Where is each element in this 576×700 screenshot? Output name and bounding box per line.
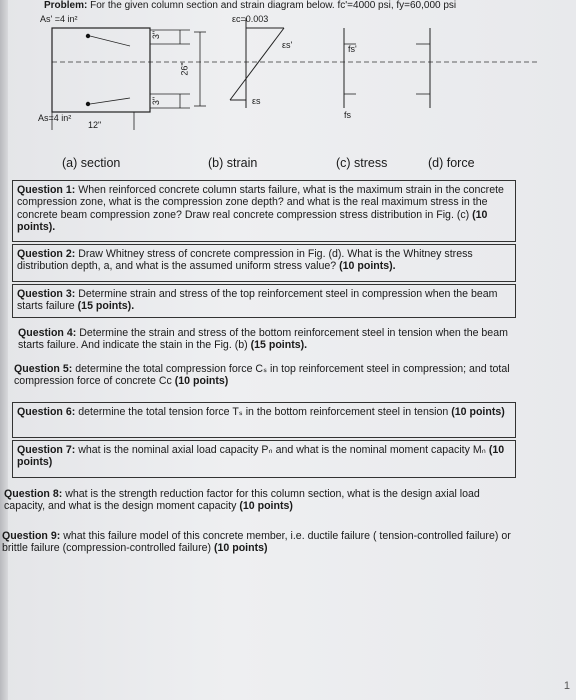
question-4 [18, 327, 514, 352]
page-number: 1 [563, 680, 570, 692]
strain-profile-line [230, 28, 284, 100]
question-1-label: Question 1: [17, 184, 76, 196]
question-5-points: (10 points) [174, 375, 229, 388]
question-4-label: Question 4: [18, 327, 77, 339]
top-rebar [86, 34, 90, 38]
question-3-points: (15 points). [77, 300, 135, 313]
column-diagram [30, 8, 550, 148]
cover-top-label: 3" [151, 30, 162, 40]
page-edge [0, 0, 8, 700]
question-2-box [12, 244, 516, 282]
question-6-label: Question 6: [17, 406, 76, 418]
question-8-points: (10 points) [239, 500, 293, 513]
question-9-points: (10 points) [213, 542, 268, 555]
question-8-label: Question 8: [4, 488, 63, 500]
bottom-rebar-leader [90, 98, 130, 104]
question-4-text: Determine the strain and stress of the bottom reinforcement steel in tension when the beam starts failure. And indicate the stain in the Fig. (b) [18, 327, 508, 352]
section-outline [52, 28, 150, 112]
as-bottom-label: As=4 in² [38, 113, 72, 123]
question-3-text: Determine strain and stress of the top reinforcement steel in compression when the beam starts failure [17, 288, 498, 313]
question-7-points: (10 points) [17, 444, 505, 469]
strain-es-prime-label: εs' [282, 40, 293, 50]
question-2-text: Draw Whitney stress of concrete compression in Fig. (d). What is the Whitney stress distribution depth, a, and what is the assumed uniform stress value? [17, 248, 473, 273]
caption-stress: (c) stress [336, 156, 388, 170]
question-5-label: Question 5: [14, 363, 73, 375]
question-5-text: determine the total compression force Cₛ in top reinforcement steel in compression; and total compression force of concrete Cᴄ [14, 363, 510, 388]
question-4-points: (15 points). [250, 339, 308, 352]
cover-bottom-label: 3" [151, 96, 162, 106]
question-6-text: determine the total tension force Tₛ in the bottom reinforcement steel in tension [78, 406, 449, 418]
question-7-label: Question 7: [17, 444, 76, 456]
question-5 [14, 363, 514, 388]
question-3-box [12, 284, 516, 318]
strain-es-label: εs [252, 96, 261, 106]
stress-fs-label: fs [344, 110, 352, 120]
question-1-box [12, 180, 516, 242]
question-6-points: (10 points) [451, 406, 505, 418]
question-6-box [12, 402, 516, 438]
width-dimension-label: 12" [88, 120, 102, 130]
question-2-points: (10 points). [339, 260, 396, 273]
stress-fs-prime-label: fs' [348, 44, 357, 54]
problem-text: For the given column section and strain diagram below. fc'=4000 psi, fy=60,000 psi [90, 0, 457, 11]
question-1-text: When reinforced concrete column starts failure, what is the maximum strain in the concrete compression zone, what is the compression zone depth? and what is the real maximum stress in the concrete beam compression zone? Draw real concrete compression stress distribution in Fig. (c) [17, 184, 504, 221]
caption-strain: (b) strain [208, 156, 258, 170]
question-8 [4, 488, 516, 513]
question-1-points: (10 points). [17, 208, 488, 234]
question-2-label: Question 2: [17, 248, 76, 260]
depth-dimension-label: 26" [179, 62, 190, 76]
question-7-box [12, 440, 516, 478]
top-rebar-leader [90, 36, 130, 46]
caption-force: (d) force [428, 156, 475, 170]
question-9 [2, 530, 518, 555]
question-9-text: what this failure model of this concrete member, i.e. ductile failure ( tension-controlled failure) or brittle failure (compression-controlled failure) [2, 530, 511, 555]
caption-section: (a) section [62, 156, 121, 170]
strain-top-label: εc=0.003 [232, 14, 269, 24]
bottom-rebar [86, 102, 90, 106]
question-3-label: Question 3: [17, 288, 76, 300]
question-8-text: what is the strength reduction factor for this column section, what is the design axial load capacity, and what is the design moment capacity [4, 488, 480, 513]
question-7-text: what is the nominal axial load capacity Pₙ and what is the nominal moment capacity Mₙ [78, 444, 486, 456]
problem-label: Problem: [44, 0, 88, 11]
question-9-label: Question 9: [2, 530, 61, 542]
as-top-label: As' =4 in² [40, 14, 78, 24]
